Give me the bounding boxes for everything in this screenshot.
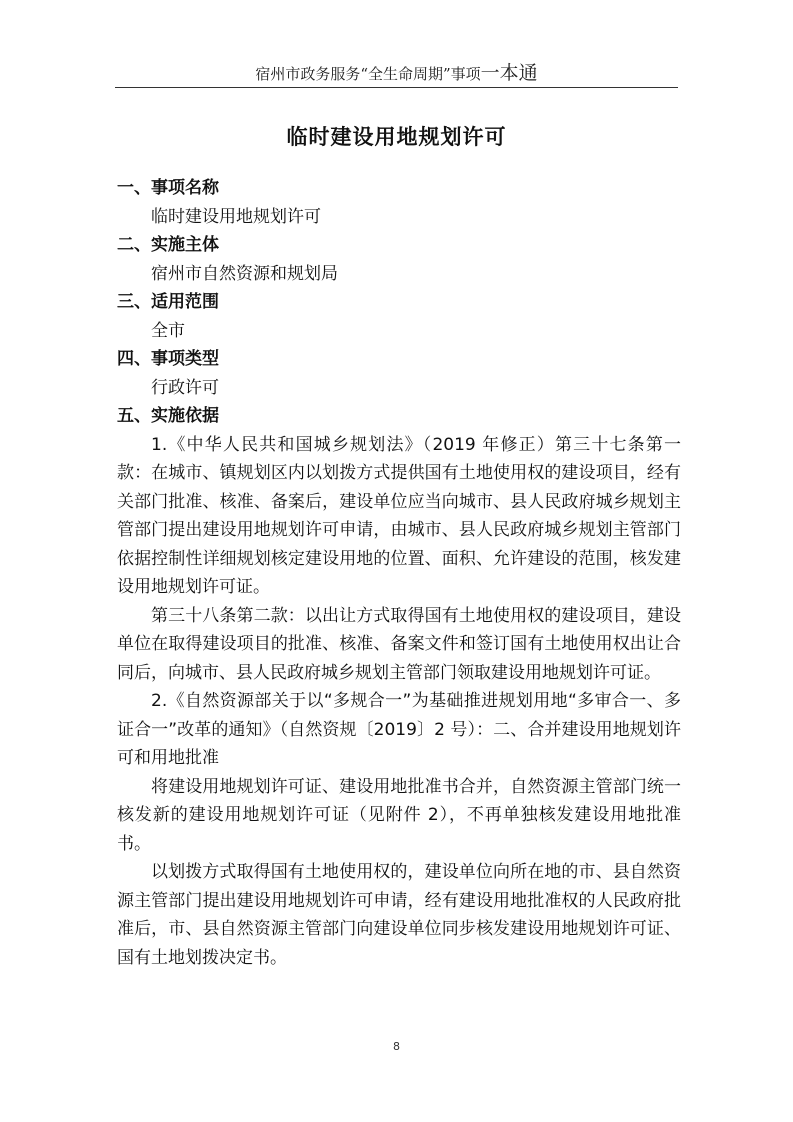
section-value-name: 临时建设用地规划许可 (151, 206, 321, 227)
section-heading-name: 一、事项名称 (117, 178, 219, 198)
basis-paragraph-1: 1.《中华人民共和国城乡规划法》（2019 年修正）第三十七条第一款：在城市、镇规划区内以划拨方式提供国有土地使用权的建设项目，经有关部门批准、核准、备案后，建设单位应当向城市、县人民政府城乡规划主管部门提出建设用地规划许可申请，由城市、县人民政府城乡规划主管部门依据控制性详细规划核定建设用地的位置、面积、允许建设的范围，核发建设用地规划许可证。 (117, 434, 681, 597)
document-body (117, 174, 681, 972)
section-value-type: 行政许可 (151, 377, 219, 398)
page-title: 临时建设用地规划许可 (286, 125, 507, 149)
running-header (0, 58, 793, 85)
basis-paragraph-5: 以划拨方式取得国有土地使用权的，建设单位向所在地的市、县自然资源主管部门提出建设用地规划许可申请，经有建设用地批准权的人民政府批准后，市、县自然资源主管部门向建设单位同步核发建设用地规划许可证、国有土地划拨决定书。 (117, 862, 681, 968)
section-heading-authority: 二、实施主体 (117, 235, 219, 255)
basis-paragraph-4: 将建设用地规划许可证、建设用地批准书合并，自然资源主管部门统一核发新的建设用地规划许可证（见附件 2），不再单独核发建设用地批准书。 (117, 776, 681, 854)
basis-paragraph-3: 2.《自然资源部关于以“多规合一”为基础推进规划用地“多审合一、多证合一”改革的通知》（自然资规〔2019〕2 号）：二、合并建设用地规划许可和用地批准 (117, 691, 681, 768)
header-rule (115, 87, 678, 88)
running-header-prefix: 宿州市政务服务“全生命周期”事项 (255, 65, 481, 83)
running-header-suffix: 一本通 (480, 62, 538, 84)
section-heading-basis: 五、实施依据 (117, 406, 219, 426)
section-heading-scope: 三、适用范围 (117, 292, 219, 312)
basis-paragraph-2: 第三十八条第二款：以出让方式取得国有土地使用权的建设项目，建设单位在取得建设项目的批准、核准、备案文件和签订国有土地使用权出让合同后，向城市、县人民政府城乡规划主管部门领取建设用地规划许可证。 (117, 605, 681, 683)
page-number: 8 (393, 1040, 400, 1053)
section-value-authority: 宿州市自然资源和规划局 (151, 263, 338, 284)
section-heading-type: 四、事项类型 (117, 349, 219, 369)
section-value-scope: 全市 (151, 320, 185, 341)
